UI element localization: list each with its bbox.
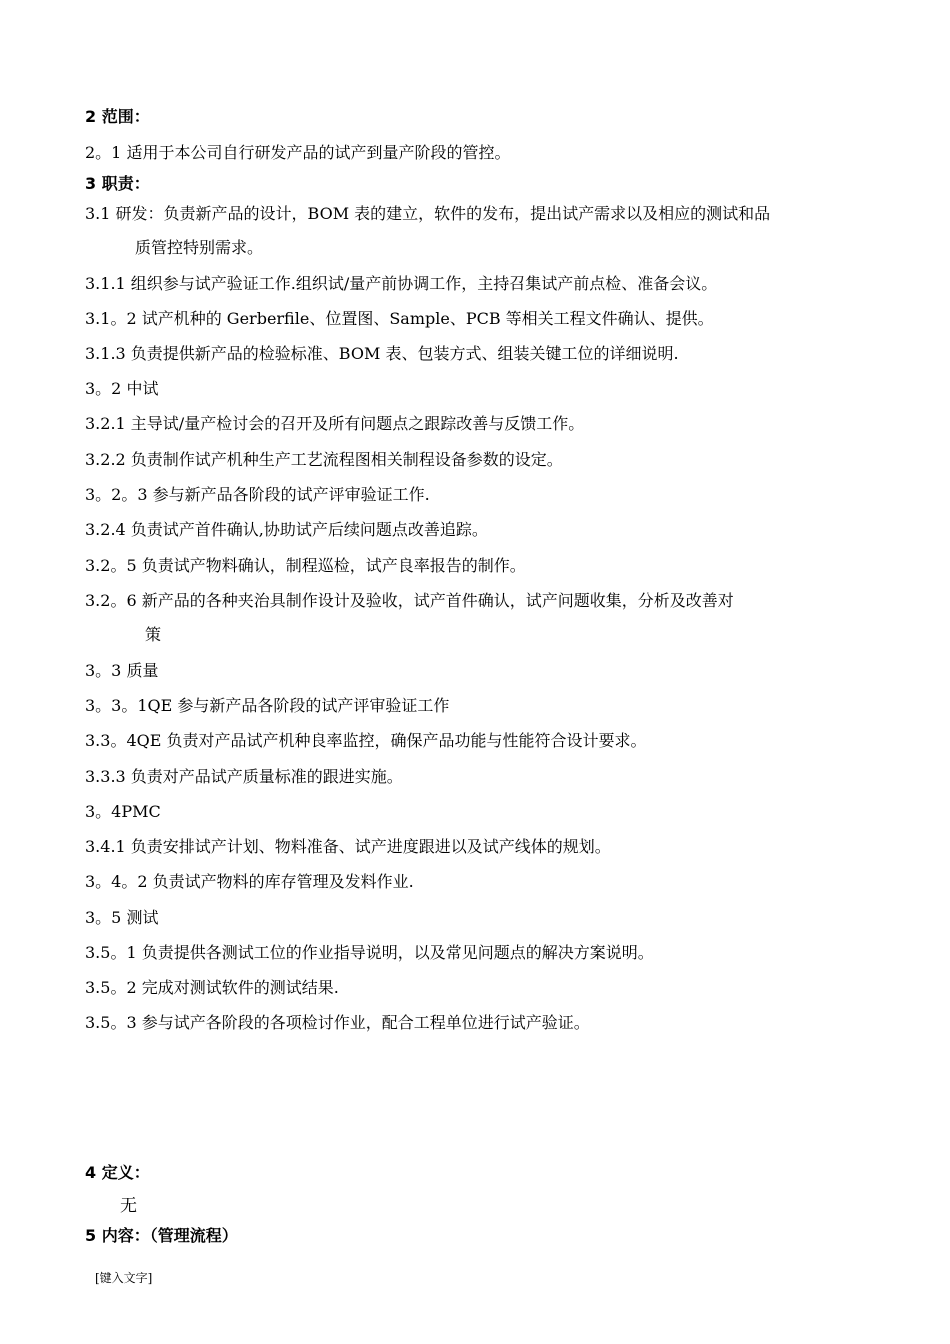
duty-3-2-2: 3.2.2 负责制作试产机种生产工艺流程图相关制程设备参数的设定。 (85, 450, 563, 469)
duty-3-1-3: 3.1.3 负责提供新产品的检验标准、BOM 表、包装方式、组装关键工位的详细说明. (85, 344, 679, 363)
duty-3-2-heading: 3。2 中试 (85, 379, 159, 398)
duty-3-2-6-line2: 策 (145, 625, 162, 644)
section-4-heading: 4 定义： (85, 1163, 150, 1182)
duty-3-5-heading: 3。5 测试 (85, 908, 159, 927)
duty-3-5-1: 3.5。1 负责提供各测试工位的作业指导说明，以及常见问题点的解决方案说明。 (85, 943, 654, 962)
duty-3-5-2: 3.5。2 完成对测试软件的测试结果. (85, 978, 339, 997)
duty-3-2-5: 3.2。5 负责试产物料确认，制程巡检，试产良率报告的制作。 (85, 556, 526, 575)
section-5-heading: 5 内容：（管理流程） (85, 1226, 238, 1245)
definition-body: 无 (120, 1196, 137, 1216)
duty-3-4-heading: 3。4PMC (85, 802, 161, 821)
scope-item-2-1: 2。1 适用于本公司自行研发产品的试产到量产阶段的管控。 (85, 143, 511, 162)
duty-3-5-3: 3.5。3 参与试产各阶段的各项检讨作业，配合工程单位进行试产验证。 (85, 1013, 590, 1032)
duty-3-3-2: 3.3。4QE 负责对产品试产机种良率监控，确保产品功能与性能符合设计要求。 (85, 731, 647, 750)
duty-3-3-1: 3。3。1QE 参与新产品各阶段的试产评审验证工作 (85, 696, 450, 715)
duty-3-2-4: 3.2.4 负责试产首件确认,协助试产后续问题点改善追踪。 (85, 520, 488, 539)
duty-3-2-6-line1: 3.2。6 新产品的各种夹治具制作设计及验收，试产首件确认，试产问题收集，分析及改善对 (85, 591, 734, 610)
section-2-heading: 2 范围： (85, 107, 150, 126)
duty-3-4-1: 3.4.1 负责安排试产计划、物料准备、试产进度跟进以及试产线体的规划。 (85, 837, 611, 856)
duty-3-1-line1: 3.1 研发：负责新产品的设计，BOM 表的建立，软件的发布，提出试产需求以及相应的测试和品 (85, 204, 771, 223)
duty-3-2-1: 3.2.1 主导试/量产检讨会的召开及所有问题点之跟踪改善与反馈工作。 (85, 414, 585, 433)
section-3-heading: 3 职责： (85, 174, 150, 193)
duty-3-3-heading: 3。3 质量 (85, 661, 159, 680)
duty-3-1-line2: 质管控特别需求。 (135, 238, 264, 257)
duty-3-4-2: 3。4。2 负责试产物料的库存管理及发料作业. (85, 872, 414, 891)
duty-3-2-3: 3。2。3 参与新产品各阶段的试产评审验证工作. (85, 485, 430, 504)
type-text-placeholder[interactable]: [键入文字] (95, 1271, 153, 1285)
duty-3-1-2: 3.1。2 试产机种的 Gerberfile、位置图、Sample、PCB 等相关工程文件确认、提供。 (85, 309, 714, 328)
duty-3-1-1: 3.1.1 组织参与试产验证工作.组织试/量产前协调工作，主持召集试产前点检、准备会议。 (85, 274, 718, 293)
duty-3-3-3: 3.3.3 负责对产品试产质量标准的跟进实施。 (85, 767, 403, 786)
